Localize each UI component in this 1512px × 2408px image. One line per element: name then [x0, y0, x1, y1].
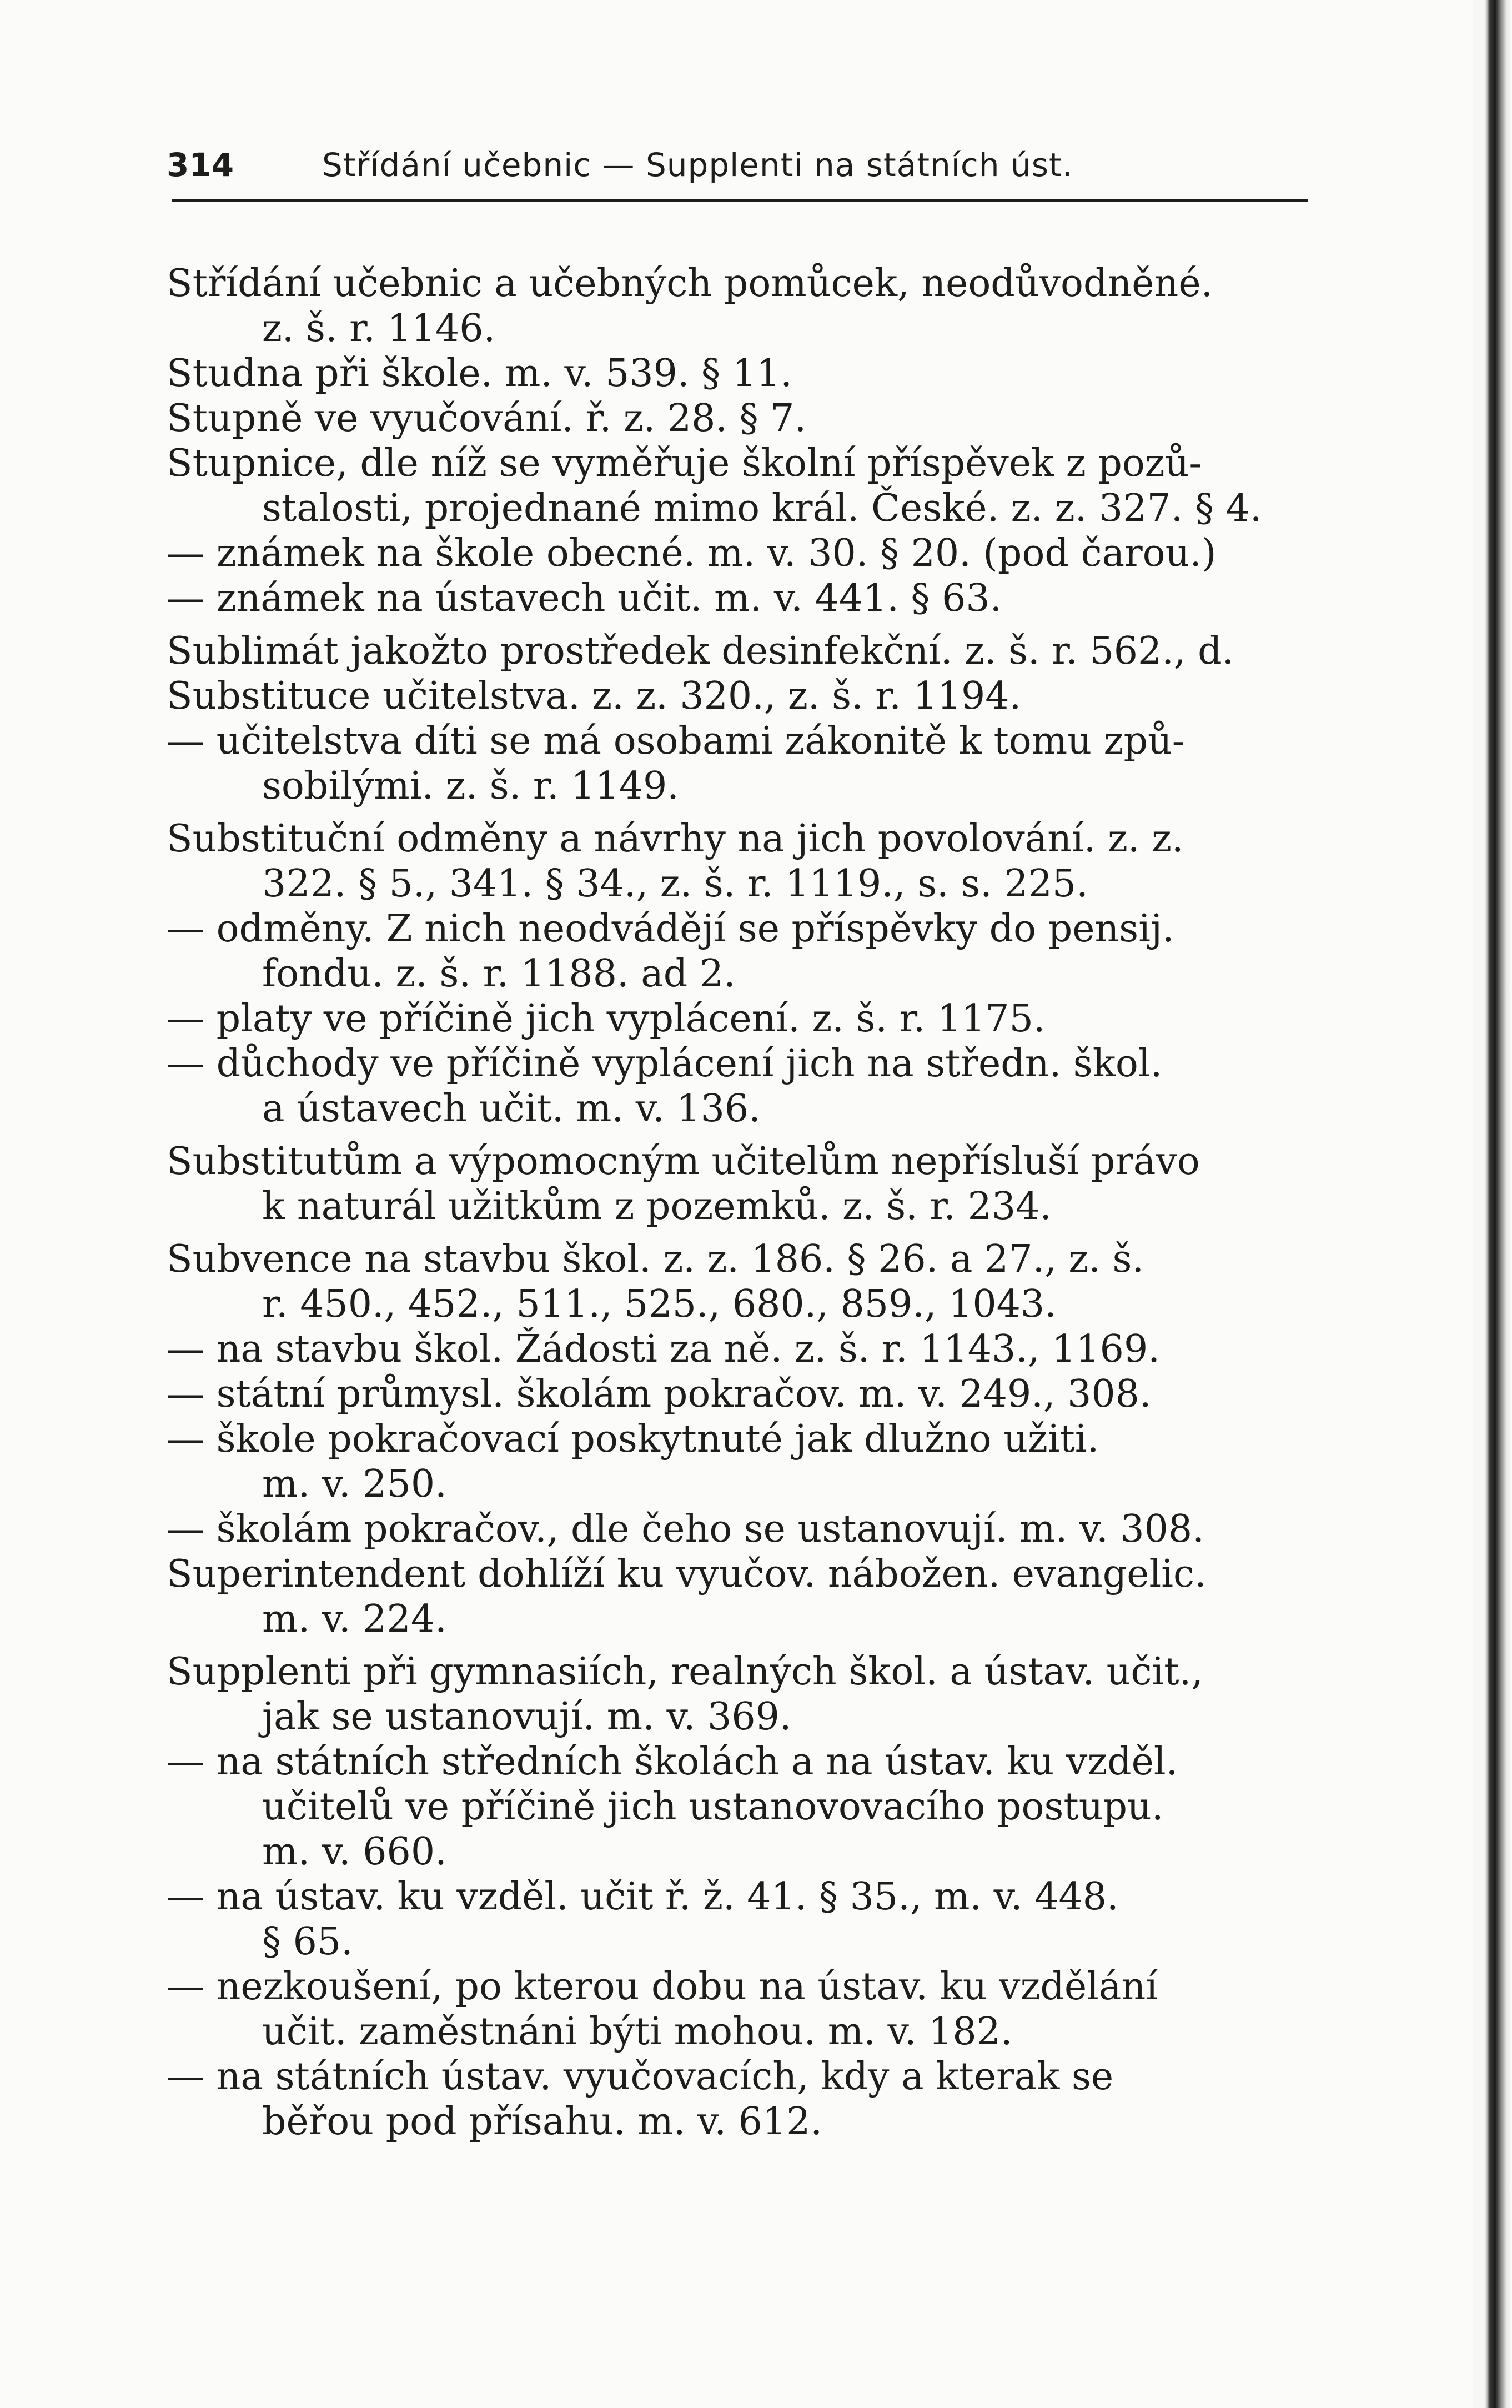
index-entry: [167, 531, 1322, 576]
entry-line: — důchody ve příčině vyplácení jich na středn. škol.: [167, 1042, 1163, 1086]
entry-line: jak se ustanovují. m. v. 369.: [262, 1695, 792, 1739]
index-entry: [167, 906, 1322, 996]
entry-line: Subvence na stavbu škol. z. z. 186. § 26. a 27., z. š.: [167, 1237, 1144, 1281]
entry-line: — škole pokračovací poskytnuté jak dlužno užiti.: [167, 1417, 1099, 1461]
entry-line: § 65.: [262, 1920, 353, 1964]
entry-line: m. v. 660.: [262, 1830, 447, 1874]
index-entry: [167, 261, 1322, 351]
index-entry: [167, 2054, 1322, 2144]
running-title: Střídání učebnic — Supplenti na státních úst.: [322, 146, 1073, 184]
index-entries: [167, 261, 1322, 2144]
entry-line: — známek na ústavech učit. m. v. 441. § 63.: [167, 576, 1002, 620]
entry-line: sobilými. z. š. r. 1149.: [262, 764, 679, 808]
entry-line: Substituční odměny a návrhy na jich povolování. z. z.: [167, 817, 1184, 861]
entry-line: Studna při škole. m. v. 539. § 11.: [167, 352, 792, 395]
entry-line: Supplenti při gymnasiích, realných škol. a ústav. učit.,: [167, 1650, 1203, 1694]
entry-line: — známek na škole obecné. m. v. 30. § 20. (pod čarou.): [167, 531, 1217, 575]
entry-line: učitelů ve příčině jich ustanovovacího postupu.: [262, 1785, 1164, 1829]
index-entry: [167, 1372, 1322, 1417]
index-entry: [167, 1739, 1322, 1874]
header-rule: [172, 199, 1308, 202]
index-entry: [167, 816, 1322, 906]
entry-line: k naturál užitkům z pozemků. z. š. r. 234.: [262, 1185, 1052, 1228]
entry-line: z. š. r. 1146.: [262, 307, 496, 350]
entry-line: — státní průmysl. školám pokračov. m. v. 249., 308.: [167, 1372, 1152, 1416]
entry-line: Sublimát jakožto prostředek desinfekční. z. š. r. 562., d.: [167, 629, 1234, 673]
entry-line: Stupnice, dle níž se vyměřuje školní příspěvek z pozů-: [167, 442, 1202, 485]
entry-line: r. 450., 452., 511., 525., 680., 859., 1043.: [262, 1282, 1057, 1326]
entry-line: Substitutům a výpomocným učitelům nepřísluší právo: [167, 1140, 1200, 1183]
index-entry: [167, 351, 1322, 396]
index-entry: [167, 719, 1322, 809]
entry-line: 322. § 5., 341. § 34., z. š. r. 1119., s. s. 225.: [262, 862, 1088, 906]
entry-line: — na státních středních školách a na ústav. ku vzděl.: [167, 1740, 1178, 1784]
index-entry: [167, 396, 1322, 441]
entry-line: — učitelstva díti se má osobami zákonitě k tomu způ-: [167, 719, 1185, 763]
index-entry: [167, 629, 1322, 674]
index-entry: [167, 1237, 1322, 1327]
index-entry: [167, 1139, 1322, 1229]
page-number: 314: [167, 146, 234, 184]
entry-line: m. v. 224.: [262, 1597, 447, 1641]
entry-line: — školám pokračov., dle čeho se ustanovují. m. v. 308.: [167, 1507, 1204, 1551]
index-entry: [167, 1552, 1322, 1642]
entry-line: fondu. z. š. r. 1188. ad 2.: [262, 952, 736, 996]
index-entry: [167, 441, 1322, 531]
entry-line: stalosti, projednané mimo král. České. z. z. 327. § 4.: [262, 486, 1262, 530]
entry-line: — platy ve příčině jich vyplácení. z. š. r. 1175.: [167, 997, 1046, 1041]
entry-line: Stupně ve vyučování. ř. z. 28. § 7.: [167, 397, 807, 440]
entry-line: — na ústav. ku vzděl. učit ř. ž. 41. § 35., m. v. 448.: [167, 1875, 1119, 1919]
entry-line: učit. zaměstnáni býti mohou. m. v. 182.: [262, 2010, 1013, 2054]
entry-line: a ústavech učit. m. v. 136.: [262, 1087, 761, 1131]
page-header: [167, 140, 1288, 190]
index-entry: [167, 1649, 1322, 1739]
index-entry: [167, 1507, 1322, 1552]
index-entry: [167, 1874, 1322, 1964]
entry-line: Substituce učitelstva. z. z. 320., z. š. r. 1194.: [167, 674, 1022, 718]
entry-line: — odměny. Z nich neodvádějí se příspěvky do pensij.: [167, 907, 1174, 951]
index-entry: [167, 1041, 1322, 1131]
index-entry: [167, 674, 1322, 719]
index-entry: [167, 1964, 1322, 2054]
index-entry: [167, 1417, 1322, 1507]
entry-line: — na stavbu škol. Žádosti za ně. z. š. r. 1143., 1169.: [167, 1327, 1160, 1371]
book-edge-shadow: [1473, 0, 1512, 2408]
entry-line: Střídání učebnic a učebných pomůcek, neodůvodněné.: [167, 262, 1213, 305]
entry-line: — na státních ústav. vyučovacích, kdy a kterak se: [167, 2055, 1114, 2099]
index-entry: [167, 1327, 1322, 1372]
entry-line: — nezkoušení, po kterou dobu na ústav. ku vzdělání: [167, 1965, 1158, 2009]
entry-line: Superintendent dohlíží ku vyučov. nábožen. evangelic.: [167, 1552, 1207, 1596]
entry-line: běřou pod přísahu. m. v. 612.: [262, 2100, 822, 2144]
index-entry: [167, 576, 1322, 621]
entry-line: m. v. 250.: [262, 1462, 447, 1506]
index-entry: [167, 996, 1322, 1041]
